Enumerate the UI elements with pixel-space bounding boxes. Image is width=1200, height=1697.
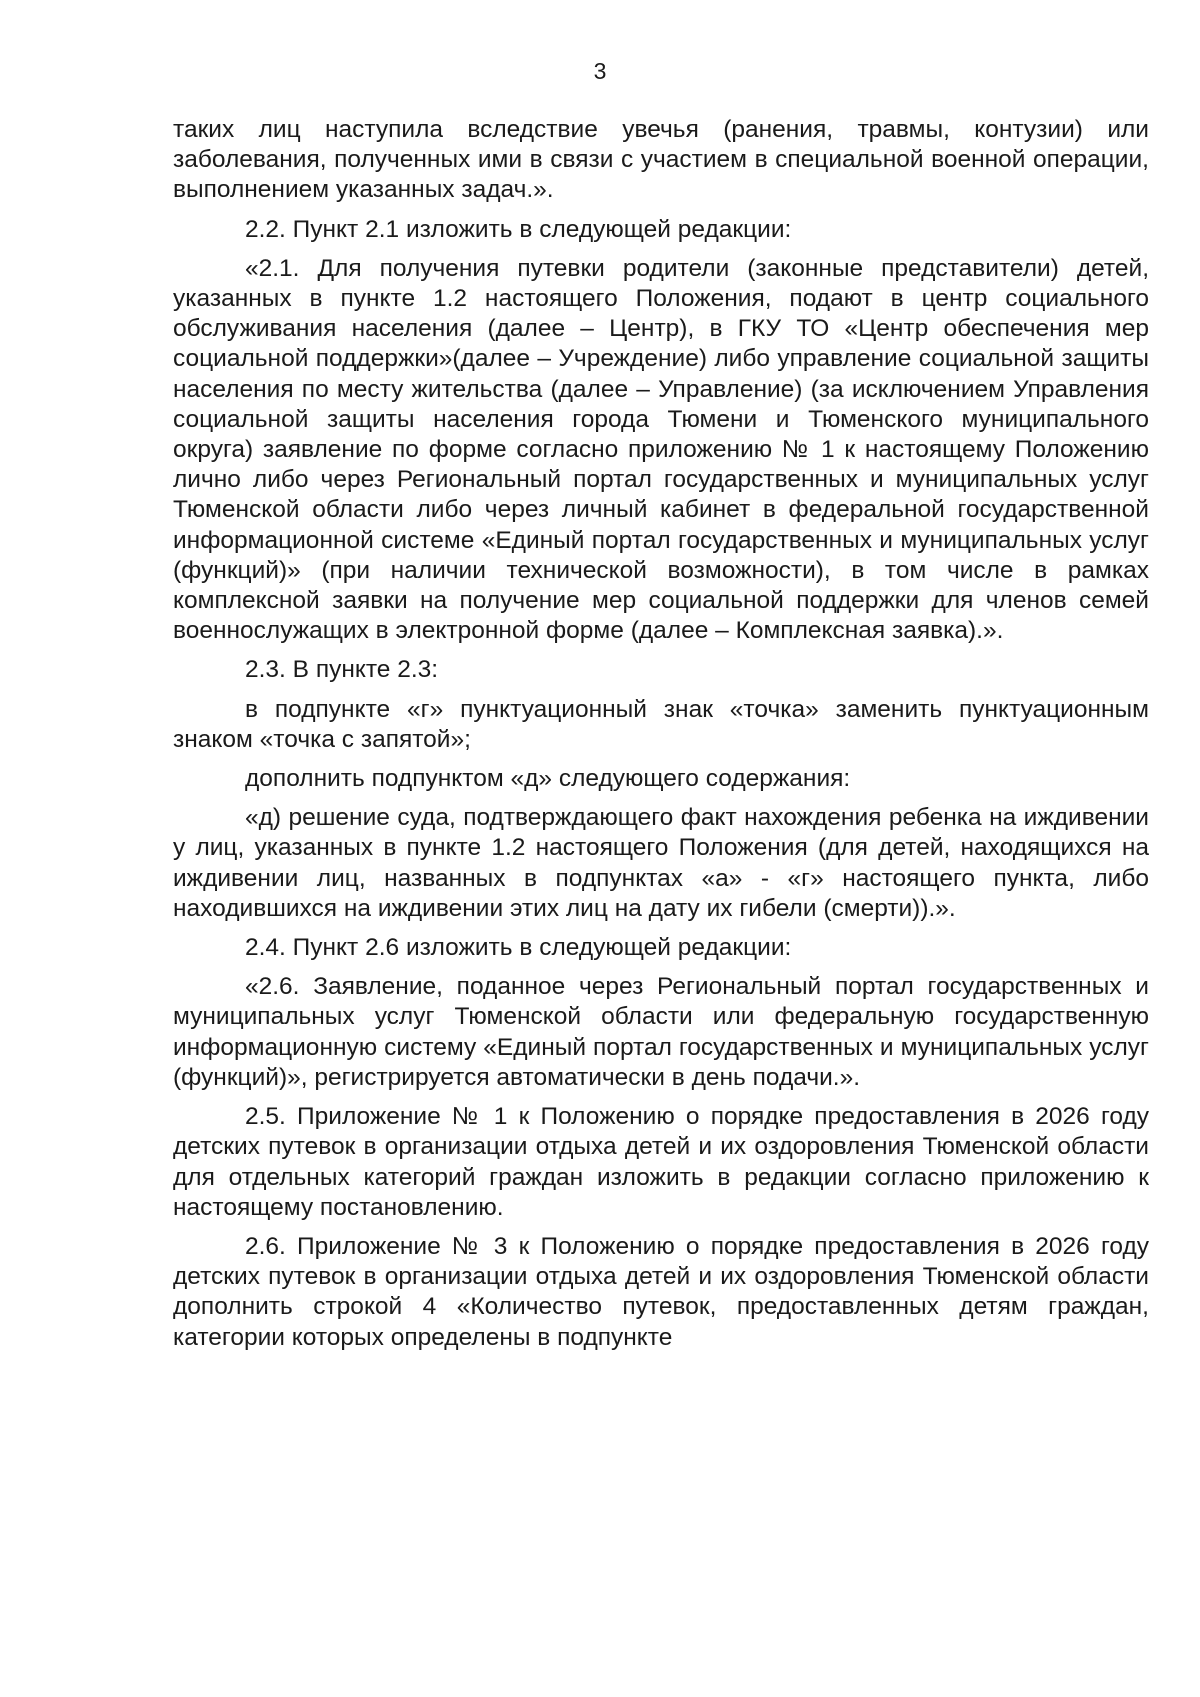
paragraph-subpoint-g: в подпункте «г» пунктуационный знак «точка» заменить пунктуационным знаком «точка с запятой»;: [173, 695, 1149, 753]
paragraph-2-6-text: «2.6. Заявление, поданное через Региональный портал государственных и муниципальных услуг Тюменской области или федеральную государственную информационную систему «Единый портал государственных и муниципальных услуг (функций)», регистрируется автоматически в день подачи.».: [173, 973, 1149, 1091]
paragraph-subpoint-d: «д) решение суда, подтверждающего факт нахождения ребенка на иждивении у лиц, указанных в пункте 1.2 настоящего Положения (для детей, находящихся на иждивении лиц, названных в подпунктах «а» - «г» настоящего пункта, либо находившихся на иждивении этих лиц на дату их гибели (смерти)).».: [173, 804, 1149, 922]
paragraph-2-5: 2.5. Приложение № 1 к Положению о порядке предоставления в 2026 году детских путевок в организации отдыха детей и их оздоровления Тюменской области для отдельных категорий граждан изложить в редакции согласно приложению к настоящему постановлению.: [173, 1103, 1149, 1221]
paragraph-add-subpoint: дополнить подпунктом «д» следующего содержания:: [245, 765, 851, 793]
page-number: 3: [593, 58, 607, 84]
document-body: [173, 115, 1149, 1353]
paragraph-2-3: 2.3. В пункте 2.3:: [245, 656, 439, 684]
paragraph-2-2: 2.2. Пункт 2.1 изложить в следующей редакции:: [245, 215, 792, 243]
paragraph-continuation: таких лиц наступила вследствие увечья (ранения, травмы, контузии) или заболевания, полученных ими в связи с участием в специальной военной операции, выполнением указанных задач.».: [173, 116, 1149, 204]
paragraph-2-4: 2.4. Пункт 2.6 изложить в следующей редакции:: [245, 934, 792, 962]
paragraph-2-1-text: «2.1. Для получения путевки родители (законные представители) детей, указанных в пункте 1.2 настоящего Положения, подают в центр социального обслуживания населения (далее – Центр), в ГКУ ТО «Центр обеспечения мер социальной поддержки»(далее – Учреждение) либо управление социальной защиты населения по месту жительства (далее – Управление) (за исключением Управления социальной защиты населения города Тюмени и Тюменского муниципального округа) заявление по форме согласно приложению № 1 к настоящему Положению лично либо через Региональный портал государственных и муниципальных услуг Тюменской области либо через личный кабинет в федеральной государственной информационной системе «Единый портал государственных и муниципальных услуг (функций)» (при наличии технической возможности), в том числе в рамках комплексной заявки на получение мер социальной поддержки для членов семей военнослужащих в электронной форме (далее – Комплексная заявка).».: [173, 254, 1149, 645]
paragraph-2-6: 2.6. Приложение № 3 к Положению о порядке предоставления в 2026 году детских путевок в организации отдыха детей и их оздоровления Тюменской области дополнить строкой 4 «Количество путевок, предоставленных детям граждан, категории которых определены в подпункте: [173, 1232, 1149, 1351]
